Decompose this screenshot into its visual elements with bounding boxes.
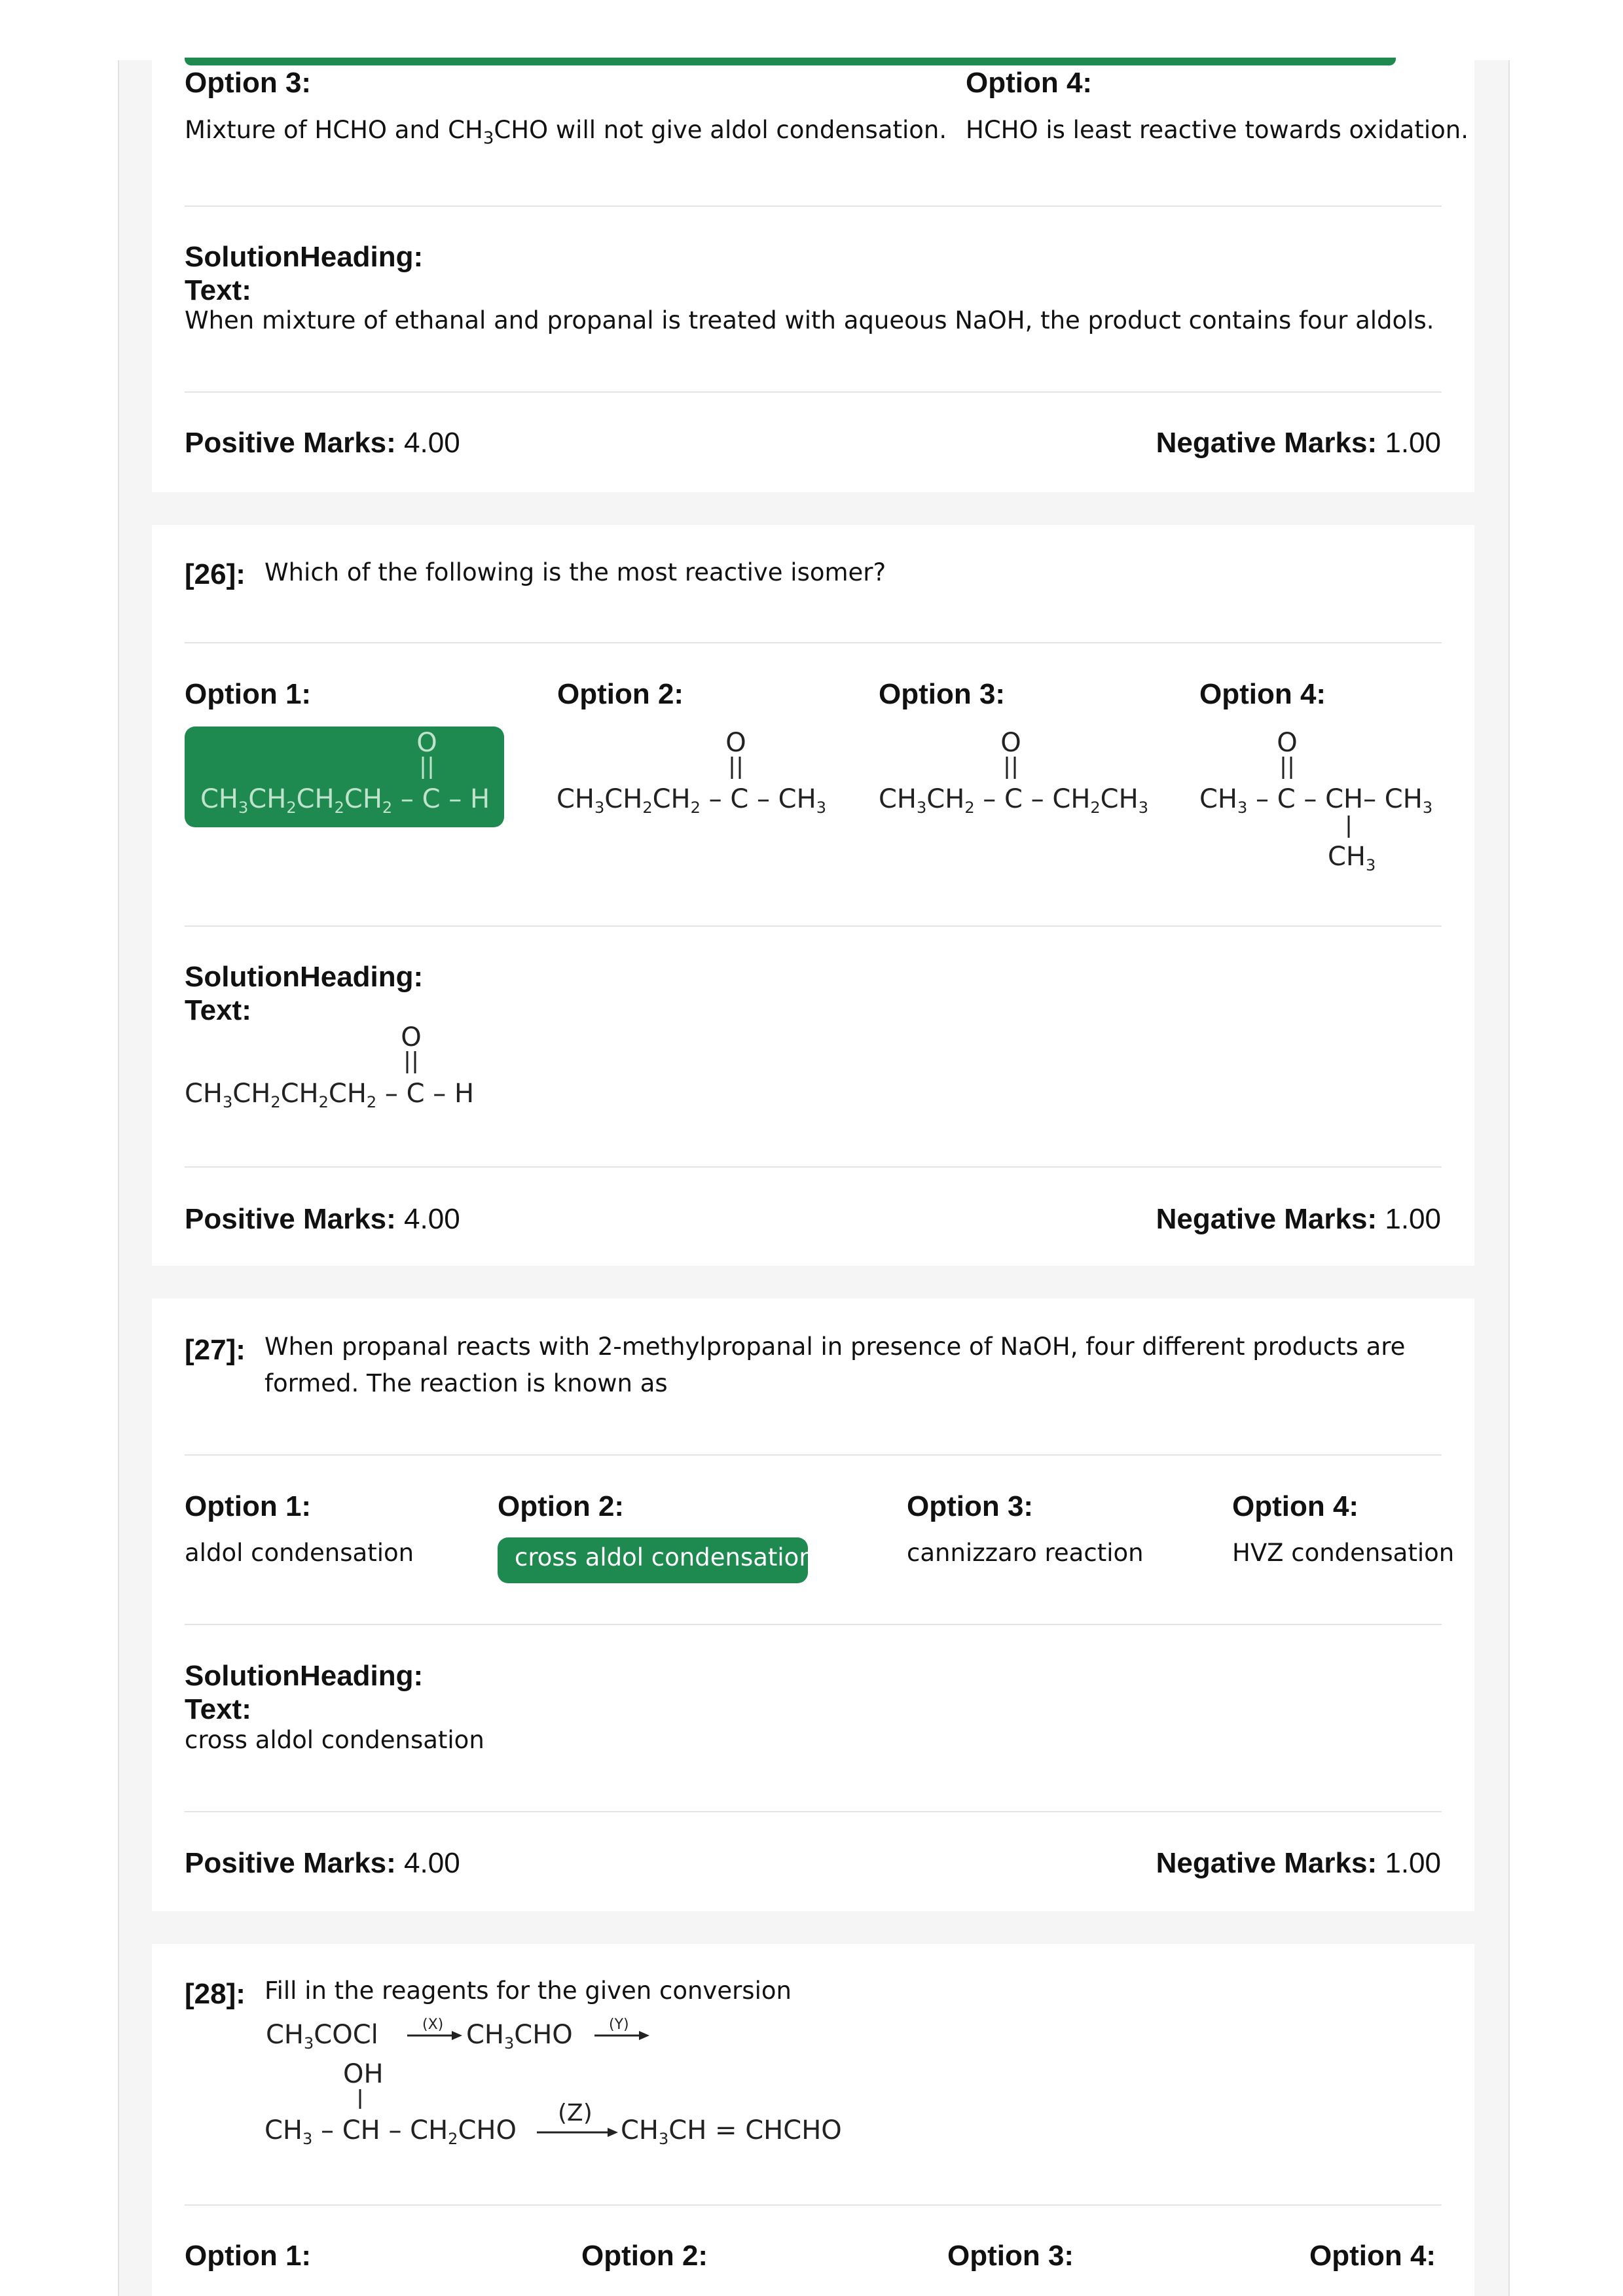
q26-option2-formula-text: $CH_3CH_2CH_2$ – C – $CH_3$ — [556, 784, 826, 817]
selected-option-bar — [185, 58, 1396, 65]
q25-option4-label: Option 4: — [966, 67, 1093, 99]
positive-marks-label: Positive Marks: — [185, 1847, 396, 1879]
q27-option3-text: cannizzaro reaction — [907, 1539, 1144, 1567]
divider — [185, 1624, 1442, 1625]
q26-positive-marks — [185, 1203, 460, 1236]
q27-option4-label: Option 4: — [1232, 1490, 1359, 1522]
q27-option1-label: Option 1: — [185, 1490, 312, 1522]
q27-solution-text: cross aldol condensation — [185, 1726, 484, 1754]
q27-question-line2: formed. The reaction is known as — [264, 1369, 668, 1397]
negative-marks-label: Negative Marks: — [1156, 1847, 1377, 1879]
divider — [185, 206, 1442, 207]
negative-marks-value: 1.00 — [1385, 1203, 1441, 1235]
negative-marks-label: Negative Marks: — [1156, 1203, 1377, 1235]
methyl-branch: $CH_3$ — [1328, 842, 1376, 874]
q28-option2-label: Option 2: — [581, 2240, 708, 2272]
q28-number: [28]: — [185, 1978, 246, 2010]
reagent-y-label: (Y) — [609, 2017, 629, 2033]
q27-option4-text: HVZ condensation — [1232, 1539, 1455, 1567]
positive-marks-value: 4.00 — [404, 1847, 460, 1879]
q25-solution-heading: SolutionHeading: — [185, 241, 424, 273]
carbonyl-oxygen: O — [401, 1022, 422, 1052]
q25-option3-text-post: CHO will not give aldol condensation. — [494, 116, 947, 144]
carbonyl-oxygen: O — [725, 728, 746, 758]
q25-option3-text-pre: Mixture of HCHO and CH — [185, 116, 483, 144]
q26-solution-text-label: Text: — [185, 994, 251, 1026]
q25-option4-text: HCHO is least reactive towards oxidation. — [966, 116, 1468, 144]
q28-option4-label: Option 4: — [1309, 2240, 1436, 2272]
positive-marks-label: Positive Marks: — [185, 1203, 396, 1235]
q28-scheme-line1: $CH_3COCl$ — [266, 2020, 378, 2053]
q27-number: [27]: — [185, 1334, 246, 1366]
q27-option3-label: Option 3: — [907, 1490, 1034, 1522]
q26-option2-label: Option 2: — [557, 678, 684, 710]
q27-positive-marks — [185, 1847, 460, 1880]
q28-option1-label: Option 1: — [185, 2240, 312, 2272]
divider — [185, 1166, 1442, 1168]
q25-negative-marks — [1156, 427, 1441, 459]
q26-option3-structure — [876, 720, 1151, 838]
q27-option2-text: cross aldol condensation — [515, 1543, 814, 1571]
question-card-26 — [152, 525, 1474, 1266]
q25-positive-marks — [185, 427, 460, 459]
positive-marks-value: 4.00 — [404, 427, 460, 459]
q26-number: [26]: — [185, 558, 246, 590]
q26-option1-structure — [185, 720, 512, 838]
carbonyl-oxygen: O — [416, 728, 437, 758]
q26-option3-label: Option 3: — [879, 678, 1006, 710]
q26-solution-heading: SolutionHeading: — [185, 961, 424, 993]
divider — [185, 925, 1442, 927]
negative-marks-value: 1.00 — [1385, 1847, 1441, 1879]
q27-solution-heading: SolutionHeading: — [185, 1660, 424, 1692]
q27-negative-marks — [1156, 1847, 1441, 1880]
reagent-x-label: (X) — [422, 2017, 444, 2033]
carbonyl-oxygen: O — [1000, 728, 1021, 758]
hydroxyl-group: OH — [343, 2059, 384, 2089]
q27-option1-text: aldol condensation — [185, 1539, 414, 1567]
divider — [185, 1454, 1442, 1456]
q28-scheme-product: $CH_3CH$ = CHCHO — [621, 2115, 842, 2148]
q27-question — [264, 1329, 1440, 1402]
q25-option3-text-sub: 3 — [483, 128, 494, 149]
q25-solution-text-label: Text: — [185, 274, 251, 306]
q25-option3-label: Option 3: — [185, 67, 312, 99]
q25-option3-text — [185, 116, 947, 148]
q27-question-line1: When propanal reacts with 2-methylpropanal in presence of NaOH, four different products are — [264, 1333, 1406, 1361]
q26-option4-structure — [1197, 720, 1459, 884]
divider — [185, 642, 1442, 643]
q28-scheme-line2: $CH_3$ – CH – $CH_2CHO$ — [264, 2115, 517, 2148]
q26-option4-label: Option 4: — [1199, 678, 1326, 710]
q28-reaction-scheme — [262, 2009, 851, 2160]
q26-negative-marks — [1156, 1203, 1441, 1236]
divider — [185, 2204, 1442, 2206]
q28-scheme-intermediate: $CH_3CHO$ — [466, 2020, 573, 2053]
q26-solution-structure — [182, 1014, 496, 1132]
negative-marks-value: 1.00 — [1385, 427, 1441, 459]
q26-option3-formula-text: $CH_3CH_2$ – C – $CH_2CH_3$ — [879, 784, 1148, 817]
q26-option2-structure — [554, 720, 829, 838]
q28-question: Fill in the reagents for the given conversion — [264, 1977, 792, 2005]
divider — [185, 391, 1442, 393]
positive-marks-label: Positive Marks: — [185, 427, 396, 459]
positive-marks-value: 4.00 — [404, 1203, 460, 1235]
negative-marks-label: Negative Marks: — [1156, 427, 1377, 459]
q26-option1-label: Option 1: — [185, 678, 312, 710]
q26-solution-formula-text: $CH_3CH_2CH_2CH_2$ – C – H — [185, 1079, 475, 1111]
q26-question: Which of the following is the most reactive isomer? — [264, 558, 886, 586]
q27-option2-label: Option 2: — [498, 1490, 625, 1522]
q26-option4-formula-text: $CH_3$ – C – CH– $CH_3$ — [1199, 784, 1433, 817]
reagent-z-label: (Z) — [558, 2100, 593, 2126]
q28-option3-label: Option 3: — [947, 2240, 1074, 2272]
q25-solution-text: When mixture of ethanal and propanal is treated with aqueous NaOH, the product contains four aldols. — [185, 306, 1434, 334]
q27-solution-text-label: Text: — [185, 1693, 251, 1725]
q26-option1-formula-text: $CH_3CH_2CH_2CH_2$ – C – H — [200, 784, 490, 817]
divider — [185, 1811, 1442, 1812]
carbonyl-oxygen: O — [1277, 728, 1298, 758]
